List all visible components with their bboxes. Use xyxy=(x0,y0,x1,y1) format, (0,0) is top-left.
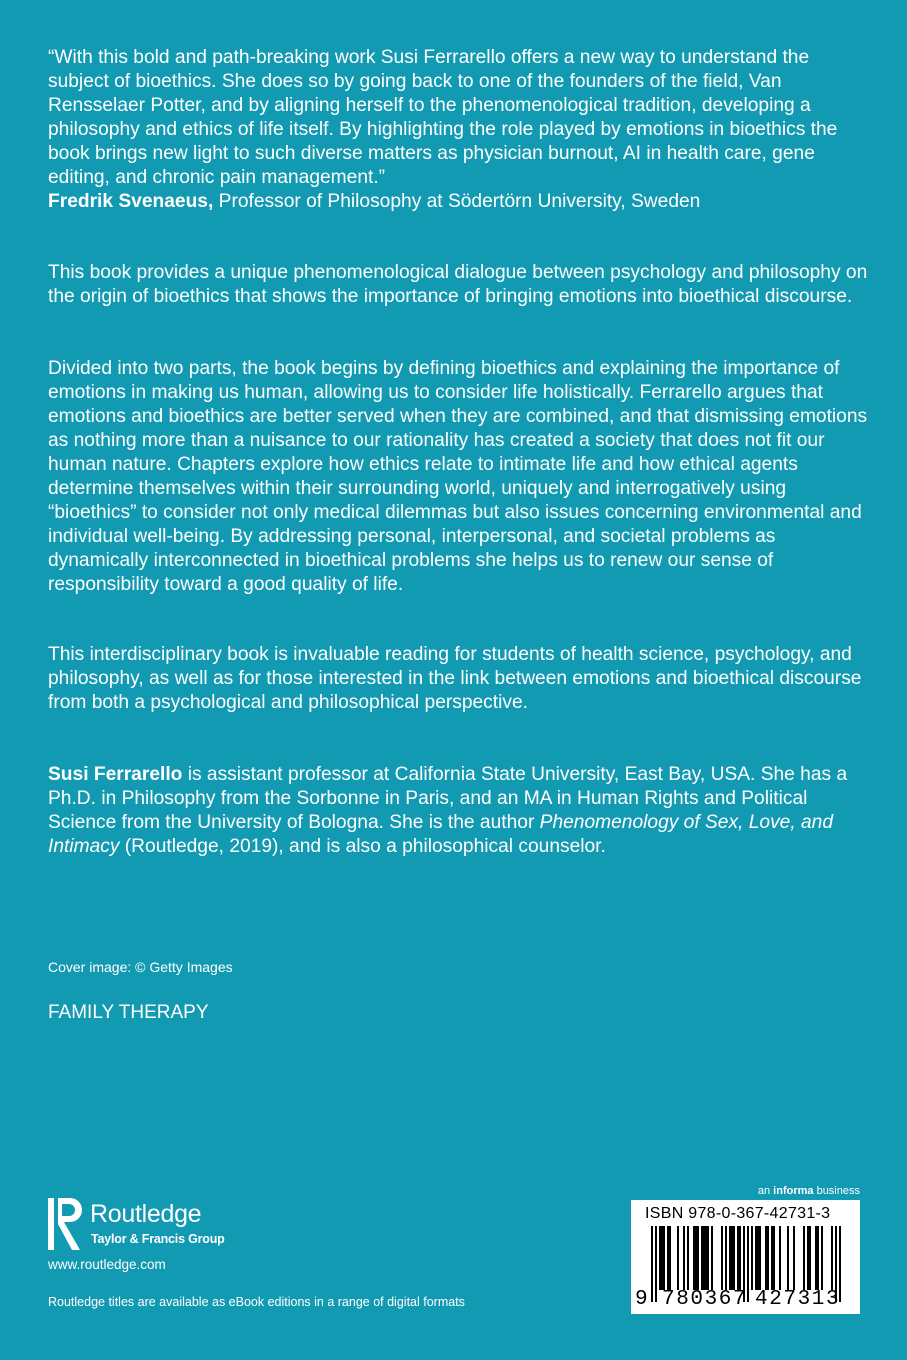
barcode-bar xyxy=(669,1226,671,1290)
barcode-bar xyxy=(677,1226,679,1290)
description-paragraph-3 xyxy=(48,643,868,715)
barcode-bar xyxy=(663,1226,665,1290)
barcode-bar xyxy=(767,1226,769,1290)
barcode-digit-group-left: 780367 xyxy=(662,1288,748,1311)
description-text-3: This interdisciplinary book is invaluable reading for students of health science, psychology, and philosophy, as well as for those interested in the link between emotions and bioethical discourse from both a psychological and philosophical perspective. xyxy=(48,644,862,713)
barcode-bar xyxy=(695,1226,697,1290)
barcode-bar xyxy=(787,1226,789,1290)
author-bio xyxy=(48,763,868,859)
barcode-bar xyxy=(771,1226,773,1290)
quote-affiliation: Professor of Philosophy at Södertörn University, Sweden xyxy=(213,191,701,212)
barcode-bar xyxy=(779,1226,781,1290)
barcode-bar xyxy=(701,1226,703,1290)
barcode-bar xyxy=(733,1226,735,1290)
barcode-bar xyxy=(793,1226,795,1290)
publisher-website: www.routledge.com xyxy=(48,1257,166,1272)
barcode-bar xyxy=(661,1226,663,1290)
endorsement-quote xyxy=(48,46,868,214)
barcode-bar xyxy=(751,1226,753,1290)
ebook-availability-note: Routledge titles are available as eBook editions in a range of digital formats xyxy=(48,1295,465,1309)
barcode-bar xyxy=(667,1226,669,1290)
barcode-bar xyxy=(703,1226,705,1290)
barcode-bar xyxy=(773,1226,775,1290)
barcode-bar xyxy=(711,1226,713,1290)
description-paragraph-1 xyxy=(48,261,868,309)
informa-brand: informa xyxy=(773,1185,814,1197)
barcode-bar xyxy=(815,1226,817,1290)
author-name: Susi Ferrarello xyxy=(48,764,183,785)
barcode-bar xyxy=(721,1226,723,1290)
author-bio-text: is assistant professor at California State University, East Bay, USA. She has a Ph.D. in Philosophy from the Sorbonne in Paris, and an MA in Human Rights and Political Science from the University of Bologna. She is the author xyxy=(48,764,848,833)
description-paragraph-2 xyxy=(48,357,868,597)
routledge-logo-mark-icon xyxy=(46,1196,82,1252)
barcode-bar xyxy=(705,1226,707,1290)
barcode-bar xyxy=(821,1226,823,1290)
barcode-bar xyxy=(687,1226,689,1290)
author-prior-book-title: Phenomenology of Sex, Love, and Intimacy xyxy=(48,812,834,857)
cover-image-credit: Cover image: © Getty Images xyxy=(48,959,233,975)
quote-author: Fredrik Svenaeus, xyxy=(48,191,214,212)
barcode-bar xyxy=(731,1226,733,1290)
barcode-bar xyxy=(807,1226,809,1290)
routledge-logo xyxy=(46,1196,266,1256)
barcode-bar xyxy=(809,1226,811,1290)
barcode-bar xyxy=(739,1226,741,1290)
informa-business-tag xyxy=(758,1184,860,1198)
informa-prefix: an xyxy=(757,1185,774,1197)
description-text-2: Divided into two parts, the book begins by defining bioethics and explaining the importance of emotions in making us human, allowing us to consider life holistically. Ferrarello argues that emotions and bioethics are better served when they are combined, and that dismissing emotions as nothing more than a nuisance to our rationality has created a society that does not fit our human nature. Chapters explore how ethics relate to intimate life and how ethical agents determine themselves within their surrounding world, uniquely and interrogatively using “bioethics” to consider not only medical dilemmas but also issues concerning environmental and individual well-being. By addressing personal, interpersonal, and societal problems as dynamically interconnected in bioethical problems she helps us to renew our sense of responsibility toward a good quality of life. xyxy=(48,358,868,595)
description-text-1: This book provides a unique phenomenological dialogue between psychology and philosophy on the origin of bioethics that shows the importance of bringing emotions into bioethical discourse. xyxy=(48,262,868,307)
barcode-digit-group-right: 427313 xyxy=(755,1288,841,1311)
barcode-bar xyxy=(759,1226,761,1290)
quote-text: “With this bold and path-breaking work Susi Ferrarello offers a new way to understand the subject of bioethics. She does so by going back to one of the founders of the field, Van Rensselaer Potter, and by aligning herself to the phenomenological tradition, developing a philosophy and ethics of life itself. By highlighting the role played by emotions in bioethics the book brings new light to such diverse matters as physician burnout, AI in health care, gene editing, and chronic pain management.” xyxy=(48,47,838,188)
barcode-bar xyxy=(697,1226,699,1290)
barcode-bar xyxy=(817,1226,819,1290)
subject-category: FAMILY THERAPY xyxy=(48,1002,209,1023)
informa-suffix: business xyxy=(813,1185,860,1197)
publisher-name: Routledge xyxy=(90,1200,202,1228)
barcode-bar xyxy=(737,1226,739,1290)
barcode-bar xyxy=(659,1226,661,1290)
barcode-digits xyxy=(631,1288,860,1312)
barcode-bar xyxy=(707,1226,709,1290)
barcode-digit-first: 9 xyxy=(635,1288,648,1311)
barcode-bar xyxy=(803,1226,805,1290)
publisher-group: Taylor & Francis Group xyxy=(91,1232,225,1246)
barcode-bar xyxy=(693,1226,695,1290)
author-bio-text-end: (Routledge, 2019), and is also a philosophical counselor. xyxy=(119,836,606,857)
barcode-bar xyxy=(765,1226,767,1290)
barcode-bar xyxy=(831,1226,833,1290)
barcode-bar xyxy=(757,1226,759,1290)
isbn-barcode xyxy=(631,1200,860,1314)
barcode-bar xyxy=(683,1226,685,1290)
barcode-bar xyxy=(725,1226,727,1290)
barcode-bar xyxy=(729,1226,731,1290)
barcode-bar xyxy=(755,1226,757,1290)
isbn-label: ISBN 978-0-367-42731-3 xyxy=(645,1205,831,1222)
